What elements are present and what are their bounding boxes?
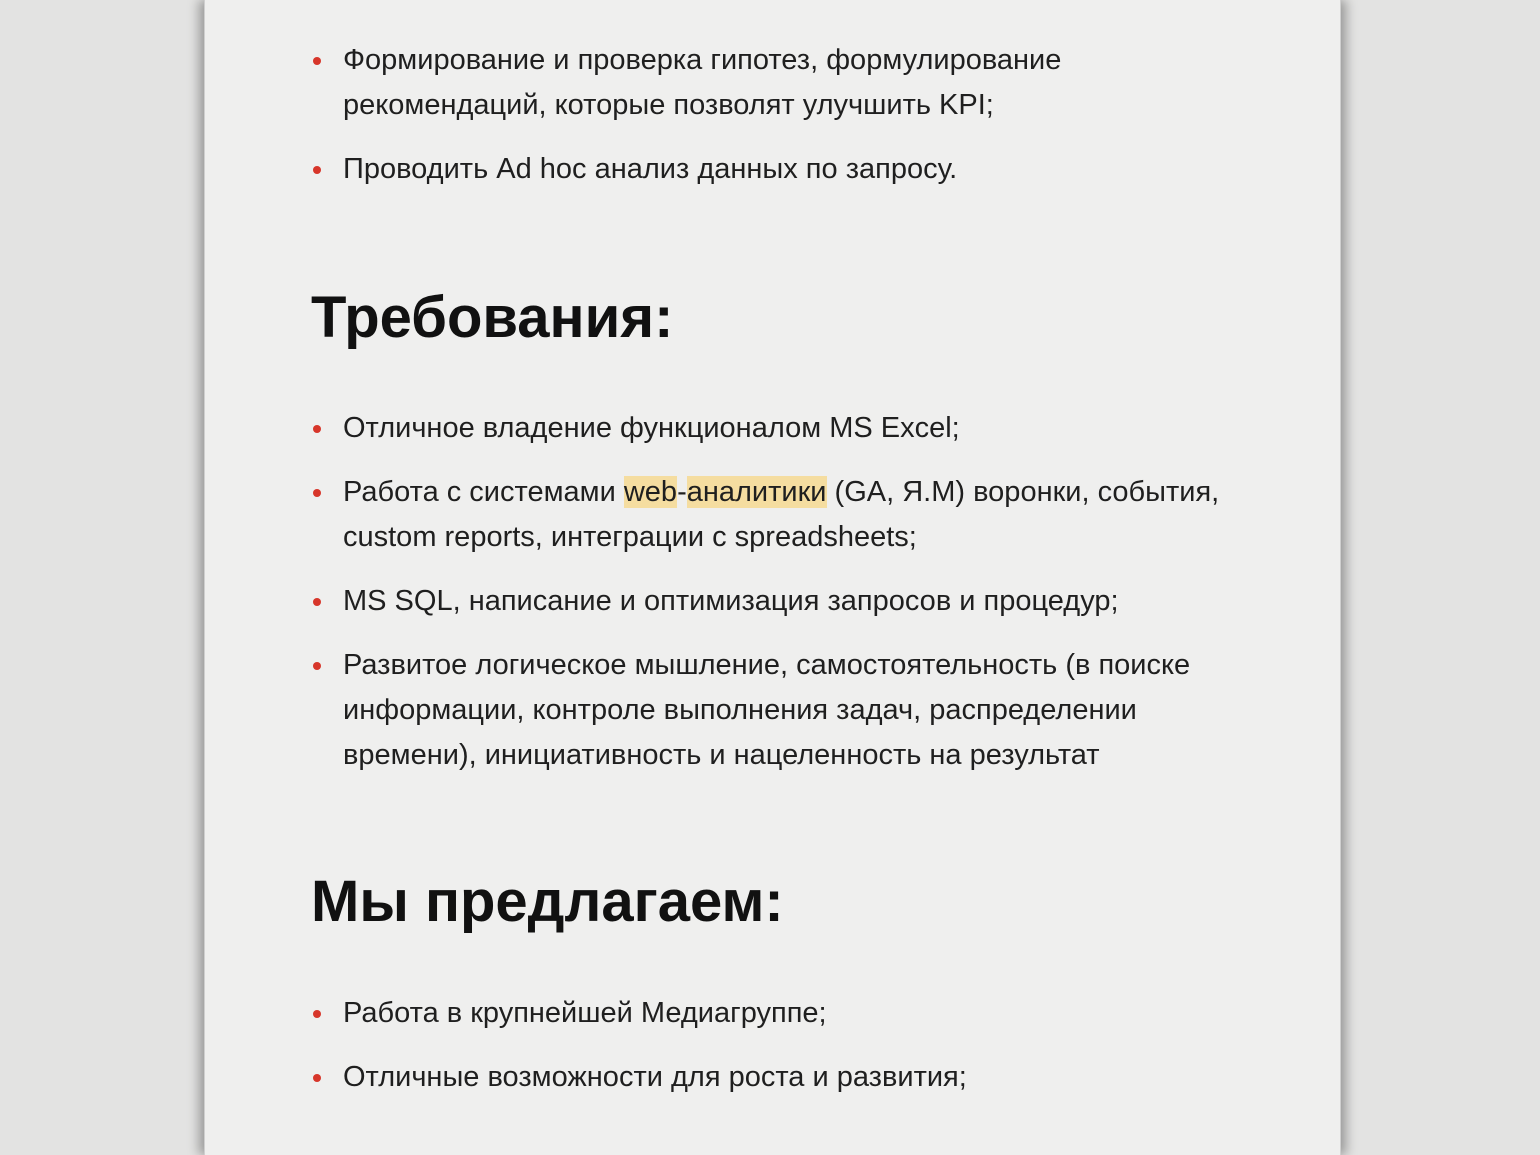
text-segment: - xyxy=(677,476,687,508)
list-item xyxy=(309,991,1229,1036)
list-item-text: Формирование и проверка гипотез, формулирование рекомендаций, которые позволят улучшить KPI; xyxy=(343,44,1062,121)
text-segment: Работа с системами xyxy=(343,476,624,508)
bullet-icon xyxy=(313,166,321,174)
list-item xyxy=(309,579,1229,624)
list-item xyxy=(309,470,1229,560)
list-item xyxy=(309,38,1229,128)
highlighted-term: web xyxy=(623,476,678,508)
offer-heading: Мы предлагаем: xyxy=(311,869,784,934)
bullet-icon xyxy=(313,57,321,65)
list-item-text xyxy=(343,476,1219,553)
requirements-heading: Требования: xyxy=(311,285,674,350)
bullet-icon xyxy=(313,1074,321,1082)
bullet-icon xyxy=(313,598,321,606)
bullet-icon xyxy=(313,489,321,497)
list-item xyxy=(309,406,1229,451)
bullet-icon xyxy=(313,662,321,670)
list-item xyxy=(309,643,1229,778)
text-segment: (GA, Я.М) воронки, события, custom reports, интеграции с spreadsheets; xyxy=(343,476,1220,553)
list-item xyxy=(309,1055,1229,1100)
list-item-text: MS SQL, написание и оптимизация запросов и процедур; xyxy=(343,585,1119,617)
responsibilities-list xyxy=(309,38,1229,192)
offer-list xyxy=(309,991,1229,1100)
requirements-list xyxy=(309,406,1229,778)
list-item-text: Отличные возможности для роста и развития; xyxy=(343,1061,967,1093)
list-item-text: Развитое логическое мышление, самостоятельность (в поиске информации, контроле выполнения задач, распределении времени), инициативность и нацеленность на результат xyxy=(343,649,1191,771)
list-item-text: Отличное владение функционалом MS Excel; xyxy=(343,412,960,444)
list-item-text: Работа в крупнейшей Медиагруппе; xyxy=(343,997,827,1029)
bullet-icon xyxy=(313,1010,321,1018)
highlighted-term: аналитики xyxy=(686,476,827,508)
document-page xyxy=(204,0,1341,1155)
list-item-text: Проводить Ad hoc анализ данных по запросу. xyxy=(343,153,958,185)
bullet-icon xyxy=(313,425,321,433)
list-item xyxy=(309,147,1229,192)
